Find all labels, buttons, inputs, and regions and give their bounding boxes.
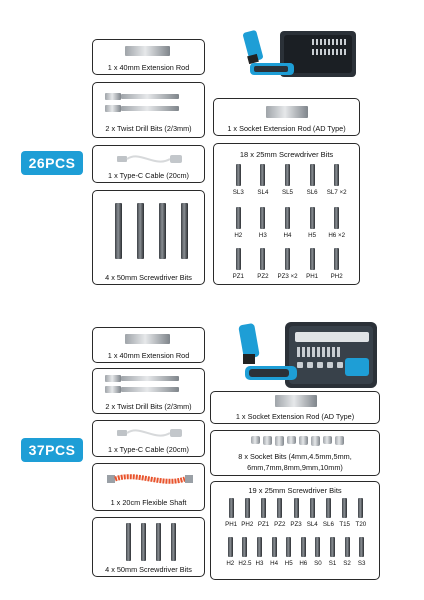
twist-drill-card-37 — [92, 368, 205, 414]
bit-label: PZ1 — [257, 521, 270, 528]
socket-bit-icon — [251, 436, 260, 444]
socket-rod-card-37 — [210, 391, 380, 424]
socket-rod-label: 1 x Socket Extension Rod (AD Type) — [235, 412, 355, 421]
screwdriver-25-title: 19 x 25mm Screwdriver Bits — [248, 486, 342, 495]
bit-label: H6 — [299, 560, 308, 567]
screwdriver-bit-icon — [315, 537, 320, 557]
screwdriver-bit-icon — [285, 164, 290, 186]
screwdriver-bit-icon — [236, 164, 241, 186]
bit-label: SL4 — [306, 521, 318, 528]
bit-label: SL4 — [257, 189, 269, 196]
screwdriver-bit-icon — [257, 537, 262, 557]
bit-label: SL3 — [232, 189, 244, 196]
cable-card-26 — [92, 145, 205, 183]
set-badge-26pcs: 26PCS — [21, 151, 83, 175]
bit-label: H5 — [308, 232, 317, 239]
bit-label: S3 — [357, 560, 366, 567]
screwdriver-50-card-26 — [92, 190, 205, 285]
screwdriver-bit-icon — [260, 248, 265, 270]
screwdriver-bit-icon — [261, 498, 266, 518]
extension-rod-label: 1 x 40mm Extension Rod — [107, 351, 190, 360]
bit-label: PZ3 — [290, 521, 302, 528]
screwdriver-bit-icon — [285, 248, 290, 270]
screwdriver-25-title: 18 x 25mm Screwdriver Bits — [239, 150, 334, 159]
socket-rod-icon — [266, 106, 308, 118]
socket-bit-icon — [263, 436, 272, 445]
flexible-shaft-icon — [107, 469, 193, 489]
socket-bits-label-line1: 8 x Socket Bits (4mm,4.5mm,5mm, — [238, 452, 352, 461]
socket-bit-icon — [311, 436, 320, 446]
screwdriver-bit-icon — [285, 207, 290, 229]
screwdriver-25-card-26 — [213, 143, 360, 285]
screwdriver-bit-icon — [236, 207, 241, 229]
bit-label: PH2 — [330, 273, 343, 280]
bit-label: H2 — [226, 560, 235, 567]
screwdriver-bit-icon — [229, 498, 234, 518]
extension-rod-icon — [125, 46, 170, 56]
bit-label: SL5 — [281, 189, 294, 196]
bit-label: H5 — [284, 560, 293, 567]
socket-rod-icon — [275, 395, 317, 407]
screwdriver-bit-icon — [310, 248, 315, 270]
bit-label: PZ1 — [232, 273, 244, 280]
bit-label: T15 — [339, 521, 350, 528]
screwdriver-bit-icon — [301, 537, 306, 557]
bit-label: H3 — [255, 560, 264, 567]
bit-label: H2 — [234, 232, 243, 239]
twist-drill-card-26 — [92, 82, 205, 138]
screwdriver-bit-icon — [334, 248, 339, 270]
extension-rod-icon — [125, 334, 170, 344]
screwdriver-bit-icon — [330, 537, 335, 557]
screwdriver-bit-icon — [345, 537, 350, 557]
screwdriver-25-card-37 — [210, 481, 380, 580]
socket-bit-icon — [323, 436, 332, 444]
screwdriver-bit-icon — [277, 498, 282, 518]
screwdriver-50-card-37 — [92, 517, 205, 577]
screwdriver-bit-icon — [310, 164, 315, 186]
socket-bit-icon — [335, 436, 344, 445]
screwdriver-bit-icon — [260, 207, 265, 229]
bit-label: S2 — [343, 560, 351, 567]
extension-rod-card-37 — [92, 327, 205, 363]
flex-shaft-label: 1 x 20cm Flexible Shaft — [110, 498, 187, 507]
bit-label: PH1 — [225, 521, 238, 528]
bit-label: PH2 — [241, 521, 254, 528]
screwdriver-bit-icon — [342, 498, 347, 518]
bit-label: T20 — [355, 521, 367, 528]
screwdriver-bit-icon — [310, 207, 315, 229]
extension-rod-label: 1 x 40mm Extension Rod — [107, 63, 190, 72]
screwdriver-bit-icon — [334, 207, 339, 229]
screwdriver-bit-icon — [358, 498, 363, 518]
flex-shaft-card-37 — [92, 463, 205, 511]
socket-rod-label: 1 x Socket Extension Rod (AD Type) — [227, 124, 346, 133]
set-badge-37pcs: 37PCS — [21, 438, 83, 462]
screwdriver-bit-icon — [286, 537, 291, 557]
bit-label: S1 — [328, 560, 337, 567]
socket-bit-icon — [275, 436, 284, 446]
socket-bits-label-line2: 6mm,7mm,8mm,9mm,10mm) — [247, 463, 343, 472]
cable-card-37 — [92, 420, 205, 457]
bit-label: SL7 ×2 — [326, 189, 347, 196]
bit-label: S0 — [314, 560, 322, 567]
bit-label: PH1 — [306, 273, 319, 280]
screwdriver-bit-icon — [260, 164, 265, 186]
screwdriver-bit-icon — [310, 498, 315, 518]
bit-label: PZ3 ×2 — [277, 273, 298, 280]
bit-label: H6 ×2 — [328, 232, 346, 239]
screwdriver-bit-icon — [359, 537, 364, 557]
socket-bit-icon — [299, 436, 308, 445]
socket-bit-icon — [287, 436, 296, 444]
electric-screwdriver-kit-image — [235, 314, 380, 392]
usb-c-cable-icon — [115, 424, 185, 442]
screwdriver-bit-icon — [334, 164, 339, 186]
screwdriver-bit-icon — [228, 537, 233, 557]
bit-label: H4 — [270, 560, 279, 567]
cable-label: 1 x Type-C Cable (20cm) — [108, 171, 189, 180]
electric-screwdriver-kit-image — [240, 25, 360, 87]
screwdriver-bit-icon — [294, 498, 299, 518]
screwdriver-50-label: 4 x 50mm Screwdriver Bits — [105, 273, 192, 282]
usb-c-cable-icon — [115, 150, 185, 168]
bit-label: H4 — [283, 232, 292, 239]
screwdriver-bit-icon — [272, 537, 277, 557]
twist-drill-label: 2 x Twist Drill Bits (2/3mm) — [105, 124, 192, 133]
bit-label: H2.5 — [238, 560, 252, 567]
screwdriver-bit-icon — [245, 498, 250, 518]
screwdriver-bit-icon — [236, 248, 241, 270]
twist-drill-label: 2 x Twist Drill Bits (2/3mm) — [105, 402, 192, 411]
bit-label: SL6 — [306, 189, 318, 196]
bit-label: PZ2 — [257, 273, 269, 280]
screwdriver-bit-icon — [242, 537, 247, 557]
socket-rod-card-26 — [213, 98, 360, 136]
bit-label: PZ2 — [274, 521, 286, 528]
bit-label: H3 — [258, 232, 267, 239]
screwdriver-bit-icon — [326, 498, 331, 518]
socket-bits-card-37 — [210, 430, 380, 476]
screwdriver-50-label: 4 x 50mm Screwdriver Bits — [105, 565, 192, 574]
extension-rod-card-26 — [92, 39, 205, 75]
bit-label: SL6 — [322, 521, 334, 528]
cable-label: 1 x Type-C Cable (20cm) — [108, 445, 189, 454]
